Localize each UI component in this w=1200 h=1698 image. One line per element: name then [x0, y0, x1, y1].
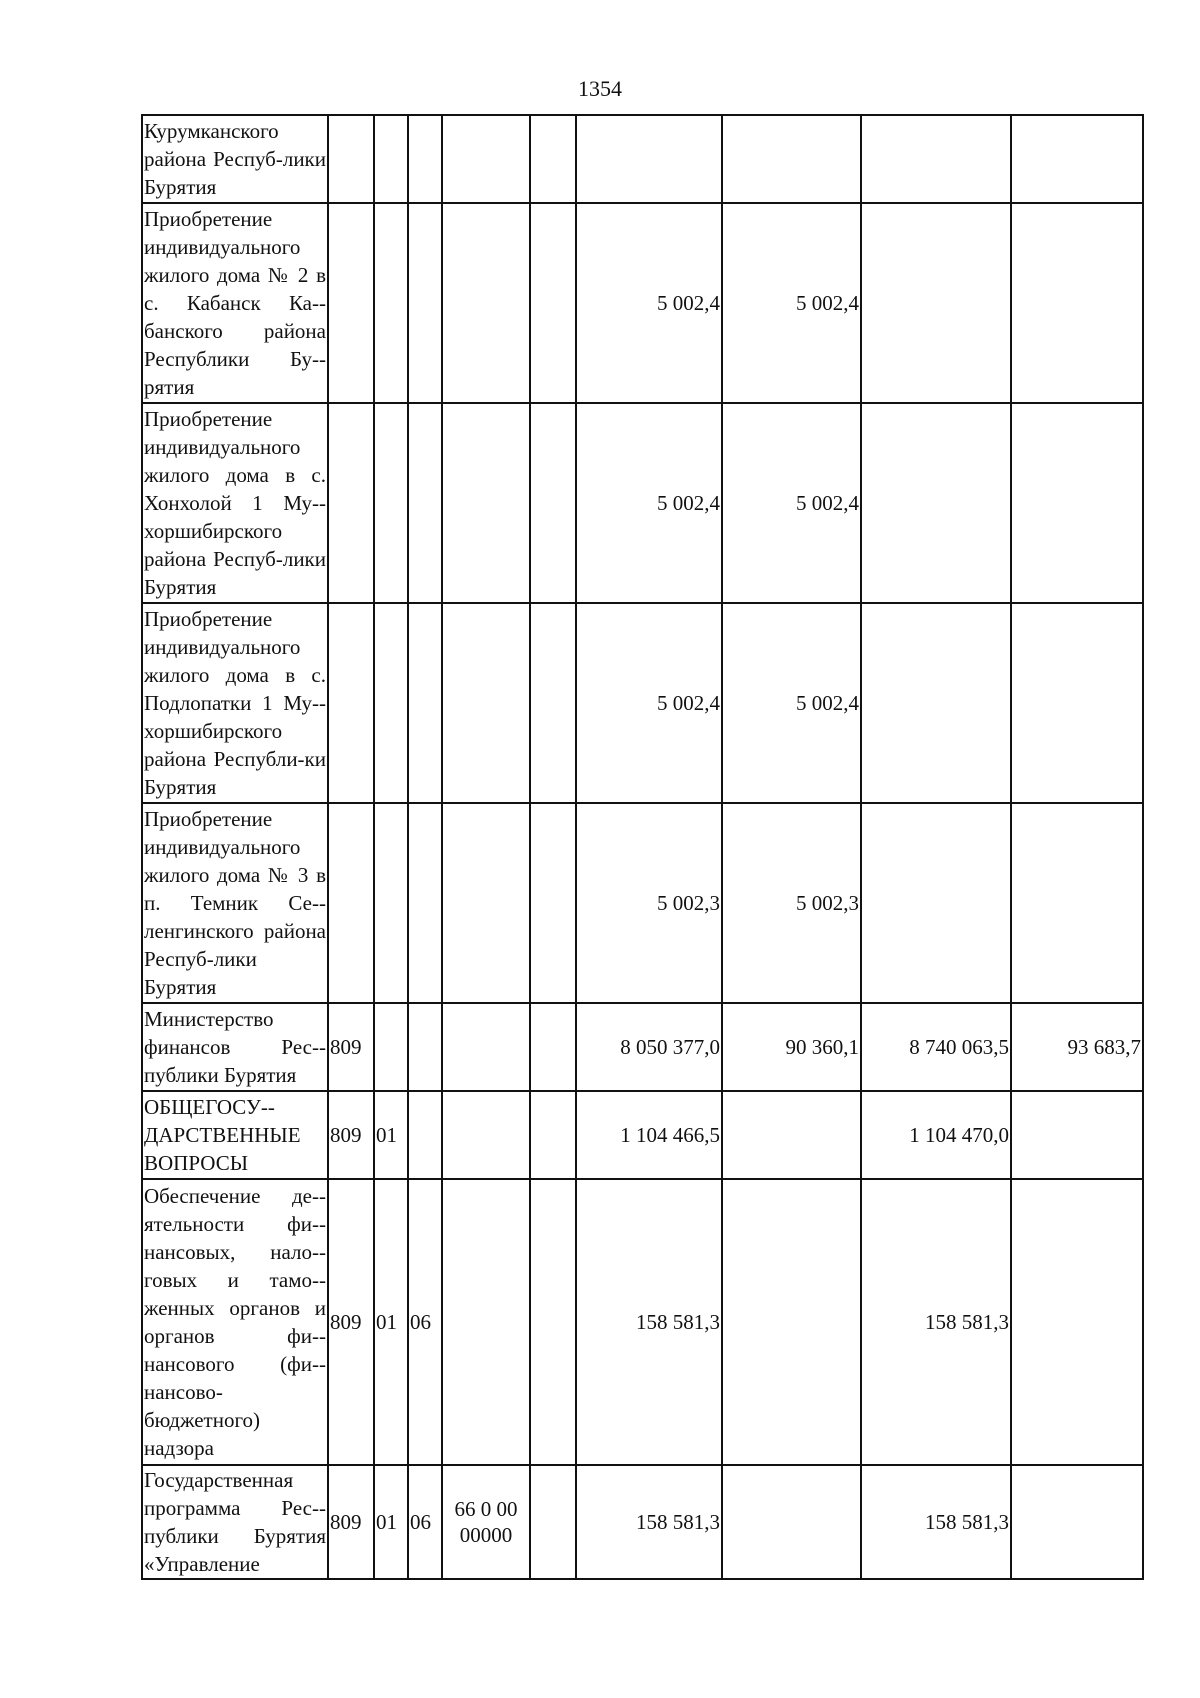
- section-code: [374, 603, 408, 803]
- amount-other-2: [1011, 803, 1143, 1003]
- amount-total-1: 5 002,4: [576, 403, 722, 603]
- amount-total-2: [861, 203, 1011, 403]
- section-code: 01: [374, 1179, 408, 1465]
- amount-other-2: [1011, 1091, 1143, 1179]
- table-row: [142, 1465, 1143, 1579]
- subsection-code: [408, 203, 442, 403]
- table-row: [142, 203, 1143, 403]
- expense-type-code: [530, 115, 576, 203]
- section-code: [374, 1003, 408, 1091]
- subsection-code: [408, 403, 442, 603]
- amount-total-1: 5 002,4: [576, 603, 722, 803]
- amount-total-1: 5 002,3: [576, 803, 722, 1003]
- expense-type-code: [530, 203, 576, 403]
- amount-other-1: [722, 1465, 861, 1579]
- amount-other-2: [1011, 1179, 1143, 1465]
- section-code: [374, 115, 408, 203]
- budget-table: [141, 114, 1144, 1580]
- table-row: [142, 1091, 1143, 1179]
- amount-other-2: [1011, 403, 1143, 603]
- section-code: [374, 203, 408, 403]
- amount-total-1: 8 050 377,0: [576, 1003, 722, 1091]
- row-name: Курумканского района Респуб-лики Бурятия: [142, 115, 328, 203]
- amount-other-2: [1011, 115, 1143, 203]
- target-article-code: [442, 115, 530, 203]
- grbs-code: [328, 403, 374, 603]
- section-code: 01: [374, 1465, 408, 1579]
- amount-other-1: 5 002,4: [722, 403, 861, 603]
- amount-other-1: 90 360,1: [722, 1003, 861, 1091]
- target-article-code: [442, 803, 530, 1003]
- grbs-code: [328, 115, 374, 203]
- expense-type-code: [530, 1465, 576, 1579]
- row-name: Приобретение индивидуального жилого дома № 2 в с. Кабанск Ка-банского района Республики Бу-рятия: [142, 203, 328, 403]
- target-article-code: [442, 1003, 530, 1091]
- target-article-code: [442, 203, 530, 403]
- row-name: Приобретение индивидуального жилого дома № 3 в п. Темник Се-ленгинского района Респуб-лики Бурятия: [142, 803, 328, 1003]
- expense-type-code: [530, 603, 576, 803]
- page-number: 1354: [578, 76, 622, 101]
- amount-total-2: [861, 803, 1011, 1003]
- amount-total-2: 158 581,3: [861, 1465, 1011, 1579]
- target-article-code: 66 0 00 00000: [442, 1465, 530, 1579]
- row-name: Приобретение индивидуального жилого дома в с. Хонхолой 1 Му-хоршибирского района Респуб-лики Бурятия: [142, 403, 328, 603]
- amount-other-2: [1011, 603, 1143, 803]
- subsection-code: 06: [408, 1465, 442, 1579]
- row-name: Обеспечение де-ятельности фи-нансовых, нало-говых и тамо-женных органов и органов фи-нансового (фи-нансово-бюджетного) надзора: [142, 1179, 328, 1465]
- amount-total-2: [861, 403, 1011, 603]
- amount-total-2: 1 104 470,0: [861, 1091, 1011, 1179]
- amount-total-2: 8 740 063,5: [861, 1003, 1011, 1091]
- grbs-code: 809: [328, 1003, 374, 1091]
- target-article-code: [442, 603, 530, 803]
- expense-type-code: [530, 1003, 576, 1091]
- amount-total-1: [576, 115, 722, 203]
- table-row: [142, 603, 1143, 803]
- amount-other-1: [722, 115, 861, 203]
- amount-other-2: 93 683,7: [1011, 1003, 1143, 1091]
- amount-other-1: [722, 1179, 861, 1465]
- expense-type-code: [530, 403, 576, 603]
- subsection-code: [408, 803, 442, 1003]
- subsection-code: [408, 1091, 442, 1179]
- amount-other-1: 5 002,4: [722, 203, 861, 403]
- amount-total-2: 158 581,3: [861, 1179, 1011, 1465]
- amount-total-1: 158 581,3: [576, 1465, 722, 1579]
- row-name: ОБЩЕГОСУ-ДАРСТВЕННЫЕ ВОПРОСЫ: [142, 1091, 328, 1179]
- grbs-code: 809: [328, 1179, 374, 1465]
- row-name: Министерство финансов Рес-публики Бурятия: [142, 1003, 328, 1091]
- amount-total-2: [861, 115, 1011, 203]
- row-name: Приобретение индивидуального жилого дома в с. Подлопатки 1 Му-хоршибирского района Республи-ки Бурятия: [142, 603, 328, 803]
- target-article-code: [442, 1091, 530, 1179]
- subsection-code: 06: [408, 1179, 442, 1465]
- amount-other-1: [722, 1091, 861, 1179]
- target-article-code: [442, 403, 530, 603]
- section-code: [374, 403, 408, 603]
- table-row: [142, 115, 1143, 203]
- grbs-code: [328, 603, 374, 803]
- amount-other-1: 5 002,3: [722, 803, 861, 1003]
- table-row: [142, 403, 1143, 603]
- expense-type-code: [530, 1179, 576, 1465]
- grbs-code: [328, 203, 374, 403]
- amount-other-1: 5 002,4: [722, 603, 861, 803]
- amount-other-2: [1011, 203, 1143, 403]
- target-article-code: [442, 1179, 530, 1465]
- amount-total-1: 1 104 466,5: [576, 1091, 722, 1179]
- subsection-code: [408, 115, 442, 203]
- table-row: [142, 1003, 1143, 1091]
- expense-type-code: [530, 1091, 576, 1179]
- table-row: [142, 1179, 1143, 1465]
- section-code: 01: [374, 1091, 408, 1179]
- grbs-code: 809: [328, 1465, 374, 1579]
- grbs-code: [328, 803, 374, 1003]
- amount-total-1: 5 002,4: [576, 203, 722, 403]
- grbs-code: 809: [328, 1091, 374, 1179]
- row-name: Государственная программа Рес-публики Бурятия «Управление: [142, 1465, 328, 1579]
- expense-type-code: [530, 803, 576, 1003]
- amount-total-2: [861, 603, 1011, 803]
- subsection-code: [408, 1003, 442, 1091]
- amount-total-1: 158 581,3: [576, 1179, 722, 1465]
- amount-other-2: [1011, 1465, 1143, 1579]
- table-row: [142, 803, 1143, 1003]
- subsection-code: [408, 603, 442, 803]
- section-code: [374, 803, 408, 1003]
